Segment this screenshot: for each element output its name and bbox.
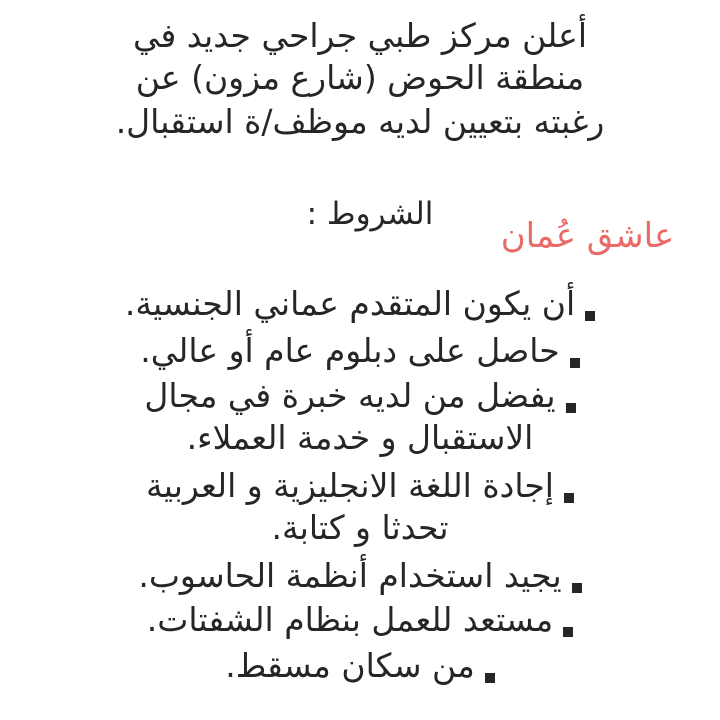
intro-line-2: منطقة الحوض (شارع مزون) عن <box>135 58 585 97</box>
intro-line-3: رغبته بتعيين لديه موظف/ة استقبال. <box>115 102 605 141</box>
condition-item-5 <box>0 554 720 598</box>
condition-item-1 <box>0 282 720 326</box>
condition-text: إجادة اللغة الانجليزية و العربية <box>146 466 554 505</box>
condition-item-3-continuation: الاستقبال و خدمة العملاء. <box>186 418 534 457</box>
conditions-title: الشروط : <box>306 196 434 232</box>
condition-item-7 <box>0 644 720 688</box>
condition-item-2 <box>0 329 720 373</box>
condition-item-6 <box>0 598 720 642</box>
condition-text: من سكان مسقط. <box>225 646 475 685</box>
bullet-icon <box>563 627 573 637</box>
intro-line-1: أعلن مركز طبي جراحي جديد في <box>132 16 588 55</box>
bullet-icon <box>564 493 574 503</box>
bullet-icon <box>572 583 582 593</box>
bullet-icon <box>570 358 580 368</box>
bullet-icon <box>566 403 576 413</box>
condition-text: يجيد استخدام أنظمة الحاسوب. <box>138 556 562 595</box>
condition-text: أن يكون المتقدم عماني الجنسية. <box>124 284 576 323</box>
condition-item-3 <box>0 374 720 418</box>
bullet-icon <box>485 673 495 683</box>
watermark-text: عاشق عُمان <box>500 216 675 256</box>
condition-text: يفضل من لديه خبرة في مجال <box>144 376 556 415</box>
condition-item-4 <box>0 464 720 508</box>
condition-text: مستعد للعمل بنظام الشفتات. <box>146 600 554 639</box>
condition-text: حاصل على دبلوم عام أو عالي. <box>140 331 560 370</box>
bullet-icon <box>585 311 595 321</box>
condition-item-4-continuation: تحدثا و كتابة. <box>271 508 449 547</box>
